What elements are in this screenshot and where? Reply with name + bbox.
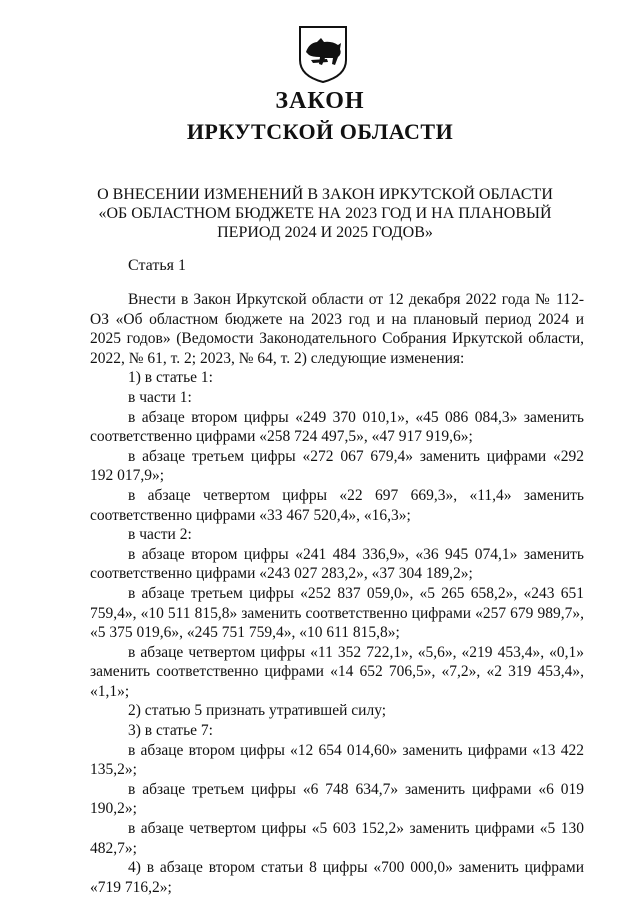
subject-line: «ОБ ОБЛАСТНОМ БЮДЖЕТЕ НА 2023 ГОД И НА ПЛАНОВЫЙ xyxy=(98,205,552,222)
paragraph: в абзаце втором цифры «249 370 010,1», «45 086 084,3» заменить соответственно цифрами «258 724 497,5», «47 917 919,6»; xyxy=(90,408,584,446)
paragraph: Внести в Закон Иркутской области от 12 декабря 2022 года № 112-ОЗ «Об областном бюджете на 2023 год и на плановый период 2024 и 2025 годов» (Ведомости Законодательного Собрания Иркутской области, 2022, № 61, т. 2; 2023, № 64, т. 2) следующие изменения: xyxy=(90,291,584,367)
paragraph: в части 2: xyxy=(128,526,192,544)
subject-line: О ВНЕСЕНИИ ИЗМЕНЕНИЙ В ЗАКОН ИРКУТСКОЙ ОБЛАСТИ xyxy=(97,186,553,203)
paragraph: 2) статью 5 признать утратившей силу; xyxy=(128,702,387,720)
paragraph: в абзаце третьем цифры «272 067 679,4» заменить цифрами «292 192 017,9»; xyxy=(90,447,584,485)
article-body xyxy=(90,290,584,897)
irkutsk-coat-of-arms-icon xyxy=(297,24,349,84)
article-heading: Статья 1 xyxy=(128,257,186,274)
paragraph: 3) в статье 7: xyxy=(128,722,213,740)
paragraph: в абзаце третьем цифры «252 837 059,0», «5 265 658,2», «243 651 759,4», «10 511 815,8» заменить соответственно цифрами «257 679 989,7», «5 375 019,6», «245 751 759,4», «10 611 815,8»; xyxy=(90,584,584,642)
paragraph: 4) в абзаце втором статьи 8 цифры «700 000,0» заменить цифрами «719 716,2»; xyxy=(90,859,584,896)
paragraph: в абзаце третьем цифры «6 748 634,7» заменить цифрами «6 019 190,2»; xyxy=(90,780,584,818)
paragraph: в абзаце четвертом цифры «11 352 722,1», «5,6», «219 453,4», «0,1» заменить соответственно цифрами «14 652 706,5», «7,2», «2 319 453,4», «1,1»; xyxy=(90,643,584,700)
paragraph: в абзаце четвертом цифры «5 603 152,2» заменить цифрами «5 130 482,7»; xyxy=(90,820,584,857)
law-title: ЗАКОН xyxy=(275,88,365,114)
paragraph: в части 1: xyxy=(128,388,192,406)
law-region: ИРКУТСКОЙ ОБЛАСТИ xyxy=(186,119,454,144)
paragraph: 1) в статье 1: xyxy=(128,369,213,387)
law-subject xyxy=(60,185,590,242)
paragraph: в абзаце втором цифры «241 484 336,9», «36 945 074,1» заменить соответственно цифрами «243 027 283,2», «37 304 189,2»; xyxy=(90,545,584,583)
subject-line: ПЕРИОД 2024 И 2025 ГОДОВ» xyxy=(217,224,433,241)
paragraph: в абзаце четвертом цифры «22 697 669,3», «11,4» заменить соответственно цифрами «33 467 520,4», «16,3»; xyxy=(90,486,584,524)
paragraph: в абзаце втором цифры «12 654 014,60» заменить цифрами «13 422 135,2»; xyxy=(90,741,584,779)
